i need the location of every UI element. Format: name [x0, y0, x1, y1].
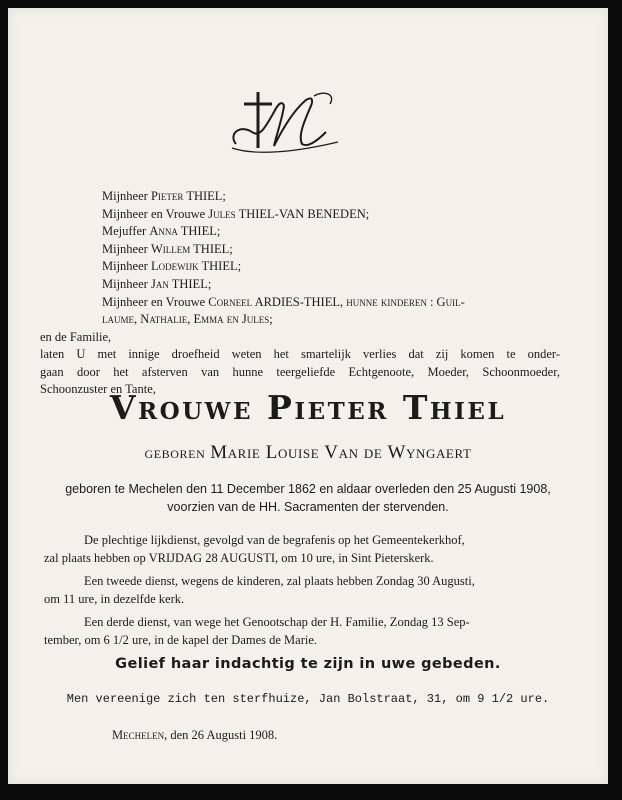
relative-line-continuation: laume, Nathalie, Emma en Jules;	[102, 312, 273, 327]
third-service: Een derde dienst, van wege het Genootschap der H. Familie, Zondag 13 Sep- tember, om 6 1/2 ure, in de kapel der Dames de Marie.	[44, 615, 470, 647]
announcement-text: laten U met innige droefheid weten het smartelijk verlies dat zij komen te onder- gaan door het afsterven van hunne teergeliefde Echtgenoote, Moeder, Schoonmoeder, Schoonzuster en Tante,	[40, 347, 560, 396]
relative-line: Mijnheer Lodewijk THIEL;	[102, 259, 242, 274]
relative-line: Mijnheer Pieter THIEL;	[102, 189, 226, 203]
first-service: De plechtige lijkdienst, gevolgd van de begrafenis op het Gemeentekerkhof, zal plaats hebben op VRIJDAG 28 AUGUSTI, om 10 ure, in Sint Pieterskerk.	[44, 533, 465, 565]
birth-death-dates: geboren te Mechelen den 11 December 1862 en aldaar overleden den 25 Augusti 1908, voorzien van de HH. Sacramenten der stervenden.	[65, 482, 551, 514]
deceased-name: Vrouwe Pieter Thiel	[109, 388, 507, 427]
relative-line: Mijnheer Willem THIEL;	[102, 241, 233, 256]
second-service: Een tweede dienst, wegens de kinderen, zal plaats hebben Zondag 30 Augusti, om 11 ure, in dezelfde kerk.	[44, 574, 475, 606]
prayer-request: Gelief haar indachtig te zijn in uwe gebeden.	[115, 656, 501, 672]
family-line: en de Familie,	[40, 329, 112, 344]
relative-line-ardies: Mijnheer en Vrouwe Corneel ARDIES-THIEL, hunne kinderen : Guil-	[102, 294, 465, 309]
relative-line: Mijnheer en Vrouwe Jules THIEL-VAN BENEDEN;	[102, 206, 370, 221]
maiden-name: geboren Marie Louise Van de Wyngaert	[144, 442, 472, 463]
cross-monogram-icon	[226, 86, 346, 156]
place-and-date: Mechelen, den 26 Augusti 1908.	[112, 728, 278, 742]
obituary-card	[8, 8, 608, 784]
relative-line: Mijnheer Jan THIEL;	[102, 277, 212, 291]
relative-line: Mejuffer Anna THIEL;	[102, 224, 221, 239]
mourning-house-notice: Men vereenige zich ten sterfhuize, Jan Bolstraat, 31, om 9 1/2 ure.	[66, 692, 550, 706]
